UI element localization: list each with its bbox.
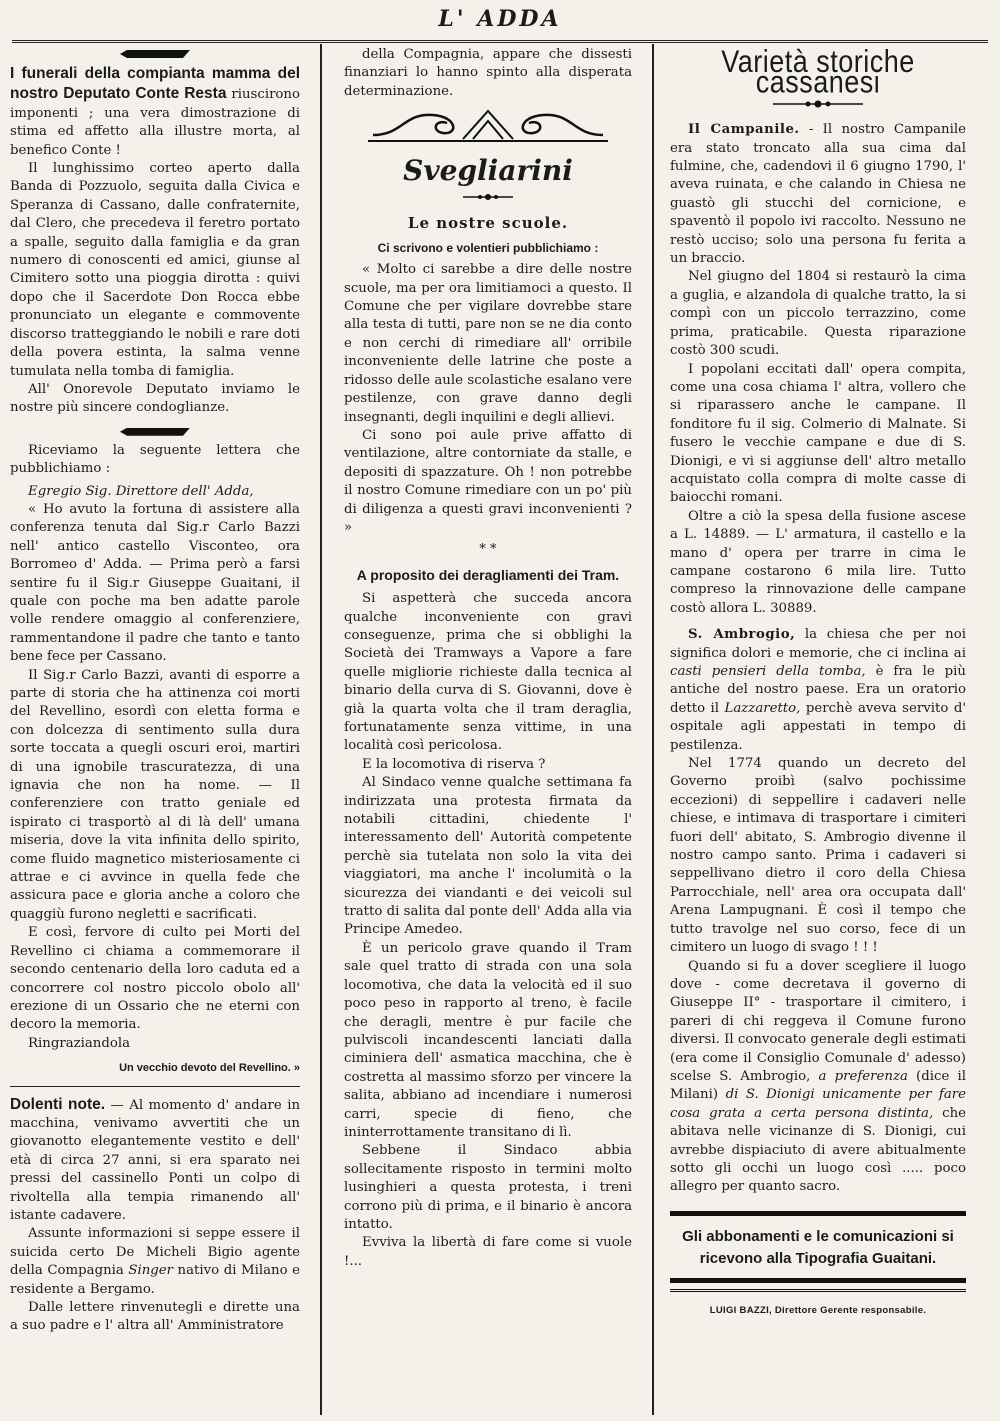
ambrogio-text: è fra le più antiche del nostro paese. Era un oratorio detto il — [670, 664, 966, 716]
column-rule — [652, 44, 654, 1415]
lettera-signature: Un vecchio devoto del Revellino. » — [119, 1062, 300, 1075]
continued-paragraph: della Compagnia, appare che dissesti finanziari lo hanno spinto alla disperata determinazione. — [344, 47, 632, 99]
svegliarini-title: Svegliarini — [403, 153, 573, 187]
lettera-salutation: Egregio Sig. Direttore dell' Adda, — [28, 483, 254, 499]
column-left — [10, 46, 300, 1413]
ambrogio-text: casti pensieri della tomba, — [670, 664, 866, 679]
scuole-note: Ci scrivono e volentieri pubblichiamo : — [377, 240, 599, 255]
column-center — [344, 46, 632, 1413]
ornament — [344, 105, 632, 149]
column-right — [670, 46, 966, 1413]
masthead — [12, 6, 988, 43]
campanile-paragraph: I popolani eccitati dall' opera compita, come una cosa chiama l' altra, vollero che si riparassero anche le campane. Il fonditore fu il sig. Colmerio di Malnate. Si fusero le vecchie campane e due di S. Dionigi, e vi si aggiunse dell' altro metallo acquistato colla compra di molte casse di baiocchi romani. — [670, 361, 966, 506]
ambrogio-text: la chiesa che per noi significa dolori e memorie, che ci inclina ai — [670, 627, 966, 661]
section-divider — [10, 1086, 300, 1087]
ambrogio-paragraph: Nel 1774 quando un decreto del Governo proibì (salvo pochissime eccezioni) di seppellire i cadaveri nelle chiese, e intimava di trasportare i cimiteri fuori dell' abitato, S. Ambrogio divenne il nostro campo santo. Prima i cadaveri si seppellivano dietro il coro della Chiesa Parrocchiale, nell' area ora occupata dall' Arena Lampugnani. È così il tempo che tutto travolge nel suo corso, fece di un cimitero un luogo di svago ! ! ! — [670, 756, 966, 956]
editor-signature: LUIGI BAZZI, Direttore Gerente responsabile. — [709, 1304, 927, 1316]
dolenti-paragraph: Dalle lettere rinvenutegli e dirette una a suo padre e l' altra all' Amministratore — [10, 1300, 300, 1334]
funerali-paragraph: Il lunghissimo corteo aperto dalla Banda di Pozzuolo, seguita dalla Civica e Speranza di Cassano, dalle confraternite, dal Clero, che precedeva il feretro portato a spalle, seguito dalla famiglia e da gran numero di conoscenti ed amici, giunse al Cimitero sotto una pioggia dirotta : quivi dopo che il Sacerdote Don Rocca ebbe pronunciato un elegante e commovente discorso tratteggiando le nobili e rare doti della povera estinta, la salma venne tumulata nella tomba di famiglia. — [10, 161, 300, 379]
campanile-paragraph — [670, 121, 966, 268]
lettera-paragraph: E così, fervore di culto pei Morti del Revellino ci chiama a commemorare il secondo centenario della loro caduta ed a concorrere col nostro piccolo obolo all' erezione di un Ossario che ne eterni con decoro la memoria. — [10, 925, 300, 1033]
masthead-title: L' ADDA — [438, 6, 562, 32]
section-divider — [120, 428, 190, 436]
column-rule — [320, 44, 322, 1415]
ambrogio-heading: S. Ambrogio, — [688, 627, 796, 643]
campanile-paragraph: Nel giugno del 1804 si restaurò la cima a guglia, e alzandola di qualche tratto, la si compì con un piccolo terrazzino, come prima, praticabile. Questa riparazione costò 300 scudi. — [670, 269, 966, 359]
ambrogio-paragraph — [670, 958, 966, 1197]
small-ornament-icon — [670, 97, 966, 115]
stars-separator: * * — [479, 542, 497, 558]
campanile-text: - Il nostro Campanile era stato troncato alla sua cima dal fulmine, che, cadendovi il 6 giugno 1790, l' aveva ruinata, e che calando in Chiesa ne guastò gli stucchi del cornicione, e spaventò il popolo ivi raccolto. Nessuno ne restò ucciso; solo una persona fu ferita a un braccio. — [670, 122, 966, 267]
funerali-text: riuscirono imponenti ; una vera dimostrazione di stima ed affetto alla illustre morta, al benefico Conte ! — [10, 87, 300, 158]
ambrogio-text: Lazzaretto, — [724, 700, 801, 716]
section-divider — [670, 1289, 966, 1292]
dolenti-paragraph — [10, 1095, 300, 1226]
campanile-paragraph: Oltre a ciò la spesa della fusione ascese a L. 14889. — L' armatura, il castello e la mano d' opera per trarre in cima le campane costarono 6 mila lire. Tutto compreso la rinnovazione delle campane costò allora L. 30889. — [670, 508, 966, 616]
ambrogio-text: a preferenza — [818, 1068, 908, 1084]
lettera-closing: Ringraziandola — [28, 1035, 131, 1051]
dolenti-paragraph — [10, 1225, 300, 1299]
scroll-ornament-icon — [363, 105, 613, 145]
scuole-paragraph: Ci sono poi aule prive affatto di ventilazione, altre contorniate da stalle, e depositi di spazzature. Oh ! non potrebbe il nostro Comune rimediare con un po' più di diligenza a questi gravi inconvenienti ? » — [344, 427, 632, 535]
ambrogio-paragraph — [670, 626, 966, 755]
tram-paragraph: Al Sindaco venne qualche settimana fa indirizzata una protesta firmata da notabili cittadini, chiedente l' interessamento dell' Autorità competente perchè sia tutelata non solo la vita dei viaggiatori, ma anche l' incolumità o la sicurezza dei viandanti e dei veicoli sul tratto di salita dal ponte dell' Adda alla via Principe Amedeo. — [344, 775, 632, 938]
section-divider — [670, 1211, 966, 1216]
tram-paragraph: E la locomotiva di riserva ? — [362, 756, 546, 772]
ambrogio-text: perchè aveva servito d' ospitale agli appestati in tempo di pestilenza. — [670, 700, 966, 753]
tram-paragraph: Sebbene il Sindaco abbia sollecitamente risposto in termini molto lusinghieri a questa protesta, i treni corrono più di prima, e il binario è ancora intatto. — [344, 1143, 632, 1232]
ambrogio-text: che abitava nelle vicinanze di S. Dionigi, cui avrebbe dispiaciuto di avere abitualmente sotto gli occhi un luogo così ..... poco allegro per quanto sacro. — [670, 1105, 966, 1195]
dolenti-company: Singer — [128, 1263, 174, 1279]
small-ornament-icon — [344, 190, 632, 208]
campanile-heading: Il Campanile. — [688, 122, 800, 138]
varieta-title: Varietà storiche cassanesi — [721, 46, 915, 101]
section-divider — [120, 50, 190, 58]
tram-paragraph: Si aspetterà che succeda ancora qualche inconveniente con gravi conseguenze, prima che si obblighi la Società dei Tramways a Vapore a fare quelle migliorie richieste dalla tecnica al binario della curva di S. Giovanni, dove è già la quarta volta che il tram deraglia, fortunatamente senza vittime, in una località così pericolosa. — [344, 591, 632, 754]
lettera-paragraph: Il Sig.r Carlo Bazzi, avanti di esporre a parte di storia che ha attinenza coi morti del Revellino, esordì con eletta forma e con dolcezza di sentimento sulla dura sorte toccata a quegli oscuri eroi, martiri di una ignobile trascuratezza, di una ignavia che non ha nome. — Il conferenziere con tratto geniale ed ispirato ci trasportò al di là dell' umana miseria, dove la vita infinita dello spirito, come fluido magnetico misteriosamente ci attrae e ci avvince in quella fede che assicura pace e gloria anche a coloro che quaggiù furono negletti e sacrificati. — [10, 667, 300, 922]
tram-title: A proposito dei deragliamenti dei Tram. — [356, 566, 620, 583]
dolenti-text: nativo di Milano e residente a Bergamo. — [10, 1263, 300, 1297]
ambrogio-text: Quando si fu a dover scegliere il luogo dove - come decretava il governo di Giuseppe II° - trasportare il cimitero, i pareri di chi reggeva il Comune furono diversi. Il convocato generale degli estimati (era come il Consiglio Comunale d' adesso) scelse S. Ambrogio, — [670, 958, 966, 1084]
funerali-paragraph — [10, 64, 300, 160]
lettera-intro: Riceviamo la seguente lettera che pubblichiamo : — [10, 442, 300, 477]
scuole-paragraph: « Molto ci sarebbe a dire delle nostre scuole, ma per ora limitiamoci a questo. Il Comune che per vigilare dovrebbe stare alla testa di tutti, pare non se ne dia conto e non cerchi di rimediare all' orribile inconveniente delle latrine che poste a ridosso delle aule scolastiche esalano vere pestilenze, con grave danno degli insegnanti, degli inquilini e degli allievi. — [344, 262, 632, 425]
subscription-notice: Gli abbonamenti e le comunicazioni si ricevono alla Tipografia Guaitani. — [682, 1227, 954, 1267]
dolenti-text: — Al momento d' andare in macchina, venivamo avvertiti che un giovanotto elegantemente vestito e dell' età di circa 27 anni, si era sparato nei pressi del cassinello Ponti un colpo di rivoltella alla tempia rimanendo all' istante cadavere. — [10, 1097, 300, 1223]
tram-paragraph: È un pericolo grave quando il Tram sale quel tratto di strada con una sola locomotiva, che data la velocità ed il suo poco peso in rapporto al treno, è facile che deragli, mentre è pur facile che pulviscoli incandescenti lanciati dalla ciminiera dell' asmatica macchina, che è costretta al massimo sforzo per vincere la salita, abbiano ad incendiare i numerosi carri, specie di fieno, che ininterrottamente transitano di lì. — [344, 940, 632, 1140]
tram-paragraph: Evviva la libertà di fare come si vuole !... — [344, 1235, 632, 1269]
section-divider — [670, 1278, 966, 1283]
funerali-paragraph: All' Onorevole Deputato inviamo le nostre più sincere condoglianze. — [10, 381, 300, 416]
dolenti-title: Dolenti note. — [10, 1095, 106, 1113]
scuole-title: Le nostre scuole. — [407, 214, 569, 233]
ambrogio-text: di S. Dionigi unicamente per fare cosa grata a certa persona distinta, — [670, 1087, 966, 1121]
lettera-paragraph: « Ho avuto la fortuna di assistere alla conferenza tenuta dal Sig.r Carlo Bazzi nell' antico castello Visconteo, ora Borromeo d' Adda. — Prima però a farsi sentire fu il Sig.r Giuseppe Guaitani, il quale con poche ma ben adatte parole volle rendere omaggio al conferenziere, rammentandone il padre che tanto e tanto bene fece per Cassano. — [10, 501, 300, 665]
ambrogio-text: (dice il Milani) — [670, 1068, 966, 1103]
funerali-title: I funerali della compianta mamma del nostro Deputato Conte Resta — [10, 65, 300, 103]
dolenti-text: Assunte informazioni si seppe essere il suicida certo De Micheli Bigio agente della Compagnia — [10, 1226, 300, 1279]
